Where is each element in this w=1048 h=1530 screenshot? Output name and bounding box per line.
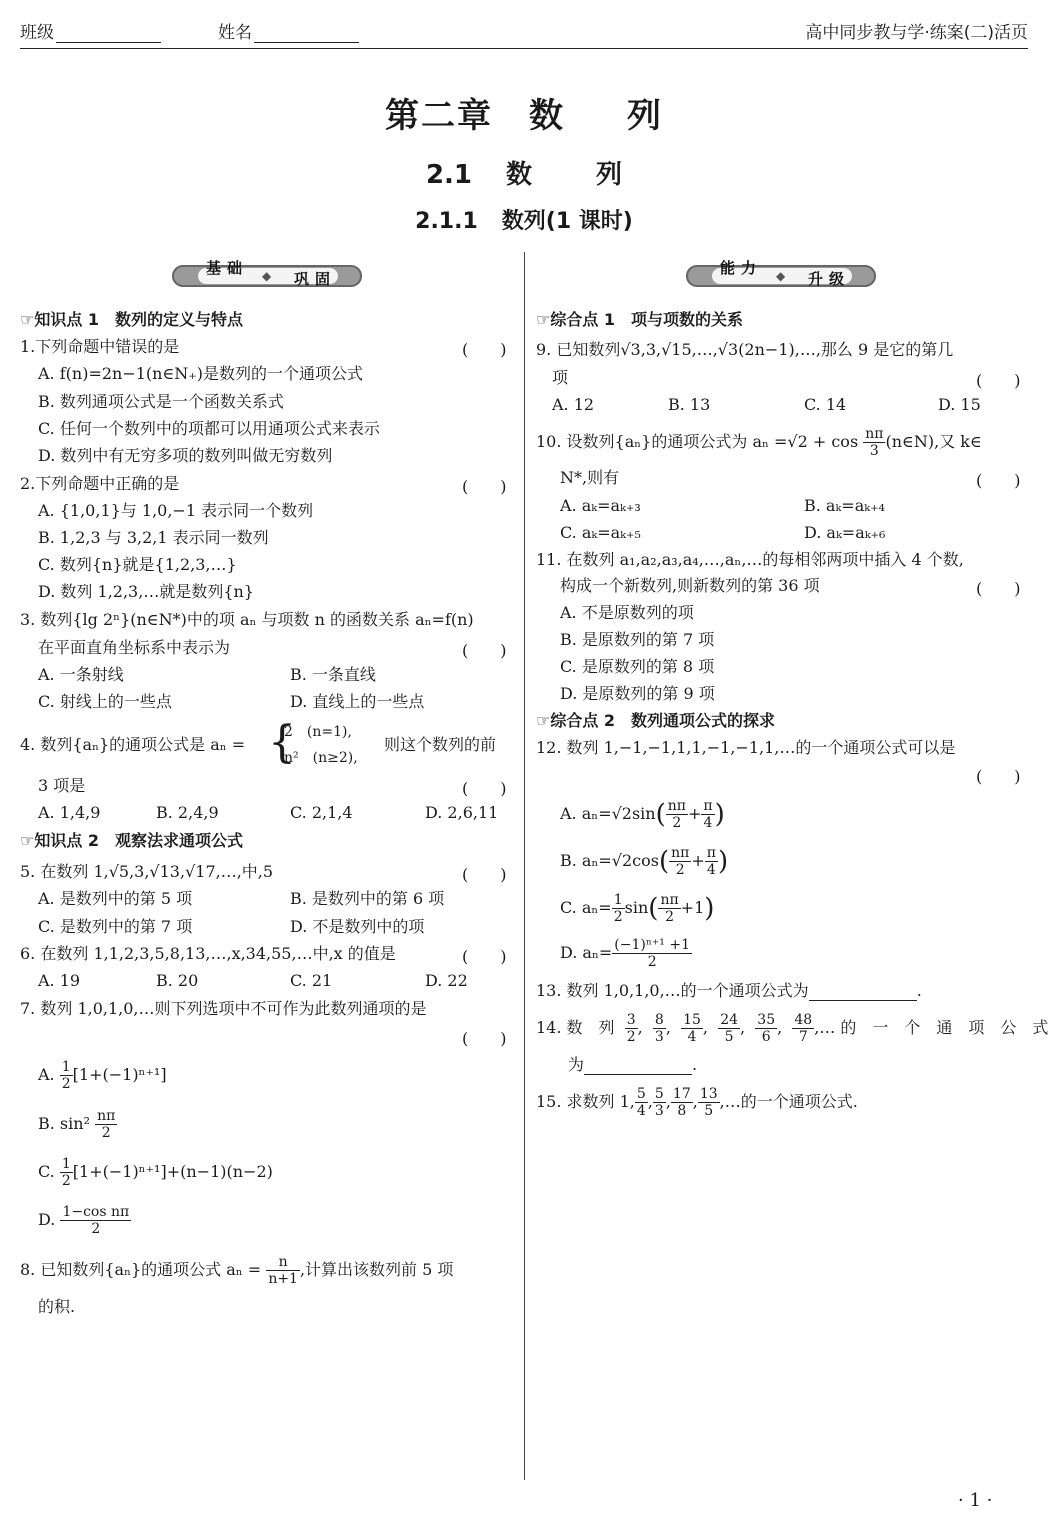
q6-option-d[interactable]: D. 22 (425, 971, 468, 990)
q6-answer-paren[interactable]: ( ) (462, 947, 507, 966)
class-blank[interactable] (56, 26, 161, 43)
q7-option-b[interactable]: B. sin² $\frac{n\pi}{2}$ (38, 1108, 116, 1141)
name-blank[interactable] (254, 26, 359, 43)
q12-option-c[interactable]: C. aₙ= $\frac{1}{2}$ sin( $\frac{n\pi}{2}$ +1) (560, 892, 715, 925)
q14-stem-2: 为 . (568, 1055, 698, 1074)
q3-option-c[interactable]: C. 射线上的一些点 (38, 692, 172, 711)
class-label: 班级 (20, 23, 54, 43)
banner-basic: 基础 ◆ 巩固 (172, 265, 362, 287)
name-label: 姓名 (218, 23, 252, 43)
q4-option-c[interactable]: C. 2,1,4 (290, 803, 353, 822)
q1-stem: 1.下列命题中错误的是 (20, 337, 180, 356)
q14-stem: 14. 数 列 $\frac{3}{2}$ , $\frac{8}{3}$ , $\frac{15}{4}$ , $\frac{24}{5}$ , $\frac{35}{6}$ , $\frac{48}{7}$ ,… 的 一 个 通 项 公 式 (536, 1012, 1048, 1045)
q2-option-c[interactable]: C. 数列{n}就是{1,2,3,…} (38, 555, 237, 574)
chapter-title: 第二章 数 列 (385, 96, 663, 136)
section-title: 2.1 数 列 (425, 160, 623, 190)
q15-stem: 15. 求数列 1, $\frac{5}{4}$ , $\frac{5}{3}$ , $\frac{17}{8}$ , $\frac{13}{5}$ ,…的一个通项公式. (536, 1086, 858, 1119)
q11-answer-paren[interactable]: ( ) (976, 579, 1021, 598)
name-field (218, 18, 359, 43)
q3-option-b[interactable]: B. 一条直线 (290, 665, 376, 684)
q2-stem: 2.下列命题中正确的是 (20, 474, 180, 493)
q10-option-a[interactable]: A. aₖ=aₖ₊₃ (560, 496, 641, 515)
subsection-title: 2.1.1 数列(1 课时) (415, 209, 633, 234)
q11-option-a[interactable]: A. 不是原数列的项 (560, 603, 694, 622)
q9-option-d[interactable]: D. 15 (938, 395, 981, 414)
knowledge-point-2: ☞知识点 2 观察法求通项公式 (20, 831, 244, 850)
q7-option-d[interactable]: D. $\frac{\text{1−cos nπ}}{2}$ (38, 1204, 130, 1237)
q1-option-a[interactable]: A. f(n)=2n−1(n∈N₊)是数列的一个通项公式 (38, 364, 363, 383)
q11-option-c[interactable]: C. 是原数列的第 8 项 (560, 657, 715, 676)
q14-answer-blank[interactable] (584, 1058, 692, 1075)
q1-option-c[interactable]: C. 任何一个数列中的项都可以用通项公式来表示 (38, 419, 380, 438)
fraction: $\frac{1}{2}$ (61, 1059, 71, 1092)
banner-advanced: 能力 ◆ 升级 (686, 265, 876, 287)
q8-stem-2: 的积. (38, 1297, 76, 1316)
page-number: · 1 · (958, 1490, 993, 1511)
q12-option-b[interactable]: B. aₙ=√2cos( $\frac{n\pi}{2}$ + $\frac{\pi}{4}$ ) (560, 845, 729, 878)
q4-case-1: 2 (n=1), (284, 724, 352, 740)
q7-answer-paren[interactable]: ( ) (462, 1029, 507, 1048)
q4-case-2: n² (n≥2), (284, 750, 358, 766)
q3-stem: 3. 数列{lg 2ⁿ}(n∈N*)中的项 aₙ 与项数 n 的函数关系 aₙ=f(n) (20, 610, 474, 629)
q1-option-d[interactable]: D. 数列中有无穷多项的数列叫做无穷数列 (38, 446, 333, 465)
diamond-icon: ◆ (262, 269, 272, 283)
q10-stem: 10. 设数列{aₙ}的通项公式为 aₙ =√2 + cos $\frac{n\pi}{3}$ (n∈N),又 k∈ (536, 426, 982, 459)
q2-option-a[interactable]: A. {1,0,1}与 1,0,−1 表示同一个数列 (38, 501, 314, 520)
q9-option-a[interactable]: A. 12 (552, 395, 595, 414)
q1-option-b[interactable]: B. 数列通项公式是一个函数关系式 (38, 392, 284, 411)
q9-stem-2: 项 (552, 368, 569, 387)
q9-stem: 9. 已知数列√3,3,√15,…,√3(2n−1),…,那么 9 是它的第几 (536, 340, 954, 359)
q3-option-d[interactable]: D. 直线上的一些点 (290, 692, 425, 711)
q4-stem-2: 3 项是 (38, 776, 86, 795)
book-title: 高中同步教与学·练案(二)活页 (805, 23, 1028, 43)
q5-answer-paren[interactable]: ( ) (462, 865, 507, 884)
q3-answer-paren[interactable]: ( ) (462, 641, 507, 660)
fraction: $\frac{n}{n+1}$ (268, 1254, 298, 1287)
q3-option-a[interactable]: A. 一条射线 (38, 665, 124, 684)
q6-option-a[interactable]: A. 19 (38, 971, 81, 990)
fraction: $\frac{\text{1−cos nπ}}{2}$ (62, 1204, 130, 1237)
q4-option-b[interactable]: B. 2,4,9 (156, 803, 219, 822)
q7-option-a[interactable]: A. $\frac{1}{2}$ [1+(−1)ⁿ⁺¹] (38, 1059, 167, 1092)
q12-option-a[interactable]: A. aₙ=√2sin( $\frac{n\pi}{2}$ + $\frac{\pi}{4}$ ) (560, 798, 725, 831)
q6-stem: 6. 在数列 1,1,2,3,5,8,13,…,x,34,55,…中,x 的值是 (20, 944, 396, 963)
q9-option-b[interactable]: B. 13 (668, 395, 711, 414)
q4-stem: 4. 数列{aₙ}的通项公式是 aₙ = (20, 735, 246, 754)
q11-option-b[interactable]: B. 是原数列的第 7 项 (560, 630, 715, 649)
q4-stem-b: 则这个数列的前 (384, 735, 497, 754)
q10-option-b[interactable]: B. aₖ=aₖ₊₄ (804, 496, 885, 515)
q10-answer-paren[interactable]: ( ) (976, 471, 1021, 490)
q5-option-d[interactable]: D. 不是数列中的项 (290, 917, 425, 936)
q4-answer-paren[interactable]: ( ) (462, 779, 507, 798)
q4-option-d[interactable]: D. 2,6,11 (425, 803, 499, 822)
q5-option-a[interactable]: A. 是数列中的第 5 项 (38, 889, 193, 908)
q10-option-d[interactable]: D. aₖ=aₖ₊₆ (804, 523, 886, 542)
q12-answer-paren[interactable]: ( ) (976, 767, 1021, 786)
q3-stem-2: 在平面直角坐标系中表示为 (38, 638, 231, 657)
fraction: $\frac{n\pi}{2}$ (97, 1108, 116, 1141)
column-divider (524, 252, 525, 1480)
q13-stem: 13. 数列 1,0,1,0,…的一个通项公式为 . (536, 981, 922, 1000)
q4-option-a[interactable]: A. 1,4,9 (38, 803, 101, 822)
q7-stem: 7. 数列 1,0,1,0,…则下列选项中不可作为此数列通项的是 (20, 999, 427, 1018)
q10-option-c[interactable]: C. aₖ=aₖ₊₅ (560, 523, 641, 542)
synthesis-point-1: ☞综合点 1 项与项数的关系 (536, 310, 744, 329)
q2-option-b[interactable]: B. 1,2,3 与 3,2,1 表示同一数列 (38, 528, 269, 547)
fraction: $\frac{1}{2}$ (61, 1156, 71, 1189)
q11-stem: 11. 在数列 a₁,a₂,a₃,a₄,…,aₙ,…的每相邻两项中插入 4 个数, (536, 550, 964, 569)
knowledge-point-1: ☞知识点 1 数列的定义与特点 (20, 310, 244, 329)
q2-answer-paren[interactable]: ( ) (462, 477, 507, 496)
q1-answer-paren[interactable]: ( ) (462, 340, 507, 359)
q5-stem: 5. 在数列 1,√5,3,√13,√17,…,中,5 (20, 862, 274, 881)
q6-option-b[interactable]: B. 20 (156, 971, 199, 990)
synthesis-point-2: ☞综合点 2 数列通项公式的探求 (536, 711, 776, 730)
q8-stem: 8. 已知数列{aₙ}的通项公式 aₙ = $\frac{n}{n+1}$ ,计算出该数列前 5 项 (20, 1254, 454, 1287)
q12-option-d[interactable]: D. aₙ= $\frac{\text{(−1)ⁿ⁺¹ +1}}{2}$ (560, 937, 691, 970)
diamond-icon: ◆ (776, 269, 786, 283)
q5-option-c[interactable]: C. 是数列中的第 7 项 (38, 917, 193, 936)
q5-option-b[interactable]: B. 是数列中的第 6 项 (290, 889, 445, 908)
q9-option-c[interactable]: C. 14 (804, 395, 847, 414)
q12-stem: 12. 数列 1,−1,−1,1,1,−1,−1,1,…的一个通项公式可以是 (536, 738, 956, 757)
q2-option-d[interactable]: D. 数列 1,2,3,…就是数列{n} (38, 582, 254, 601)
q7-option-c[interactable]: C. $\frac{1}{2}$ [1+(−1)ⁿ⁺¹]+(n−1)(n−2) (38, 1156, 273, 1189)
q11-stem-2: 构成一个新数列,则新数列的第 36 项 (560, 576, 820, 595)
q11-option-d[interactable]: D. 是原数列的第 9 项 (560, 684, 715, 703)
q10-stem-2: N*,则有 (560, 468, 620, 487)
brace-icon: { (268, 717, 296, 768)
q9-answer-paren[interactable]: ( ) (976, 371, 1021, 390)
q6-option-c[interactable]: C. 21 (290, 971, 333, 990)
q13-answer-blank[interactable] (809, 984, 917, 1001)
header-rule (20, 48, 1028, 49)
fraction: $\frac{n\pi}{3}$ (865, 426, 884, 459)
class-field (20, 18, 161, 43)
